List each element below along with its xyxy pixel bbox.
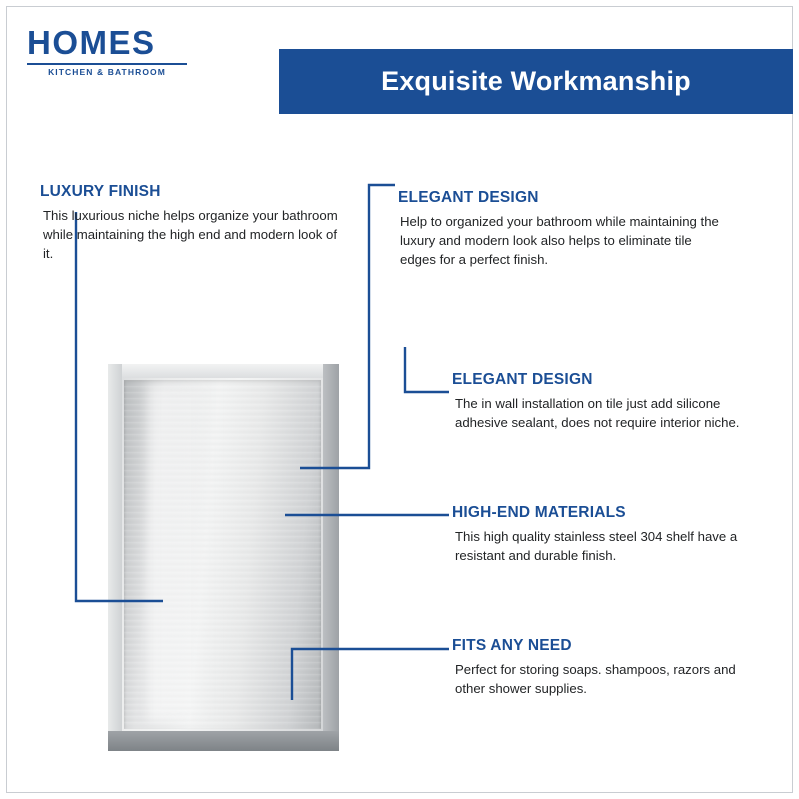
callout-body: This high quality stainless steel 304 shelf have a resistant and durable finish. <box>455 529 738 564</box>
page-title: Exquisite Workmanship <box>381 66 691 96</box>
header-banner <box>279 49 793 114</box>
callout-elegant-design-2 <box>452 371 752 432</box>
brand-name: HOMES <box>27 24 156 61</box>
brand-logo <box>27 26 187 77</box>
logo-divider <box>27 63 187 65</box>
leader-line-elegant-design-2 <box>405 347 449 392</box>
callout-heading: HIGH-END MATERIALS <box>452 504 626 521</box>
niche-top-edge <box>108 364 339 378</box>
brand-tagline: KITCHEN & BATHROOM <box>48 67 166 77</box>
callout-elegant-design-1 <box>398 189 728 269</box>
niche-highlight <box>148 384 218 721</box>
callout-fits-any-need <box>452 637 752 698</box>
niche-right-edge <box>323 364 339 751</box>
callout-heading: ELEGANT DESIGN <box>398 189 539 206</box>
callout-body: Help to organized your bathroom while maintaining the luxury and modern look also helps to eliminate tile edges for a perfect finish. <box>400 214 719 268</box>
niche-bottom-edge <box>108 731 339 751</box>
callout-heading: ELEGANT DESIGN <box>452 371 593 388</box>
callout-body: The in wall installation on tile just add silicone adhesive sealant, does not require interior niche. <box>455 396 740 431</box>
callout-body: Perfect for storing soaps. shampoos, razors and other shower supplies. <box>455 662 736 697</box>
callout-high-end-materials <box>452 504 742 565</box>
callout-heading: LUXURY FINISH <box>40 183 161 200</box>
callout-luxury-finish <box>40 183 340 263</box>
callout-heading: FITS ANY NEED <box>452 637 572 654</box>
product-image-shower-niche <box>108 364 339 751</box>
callout-body: This luxurious niche helps organize your bathroom while maintaining the high end and modern look of it. <box>43 208 338 262</box>
niche-left-edge <box>108 364 122 751</box>
